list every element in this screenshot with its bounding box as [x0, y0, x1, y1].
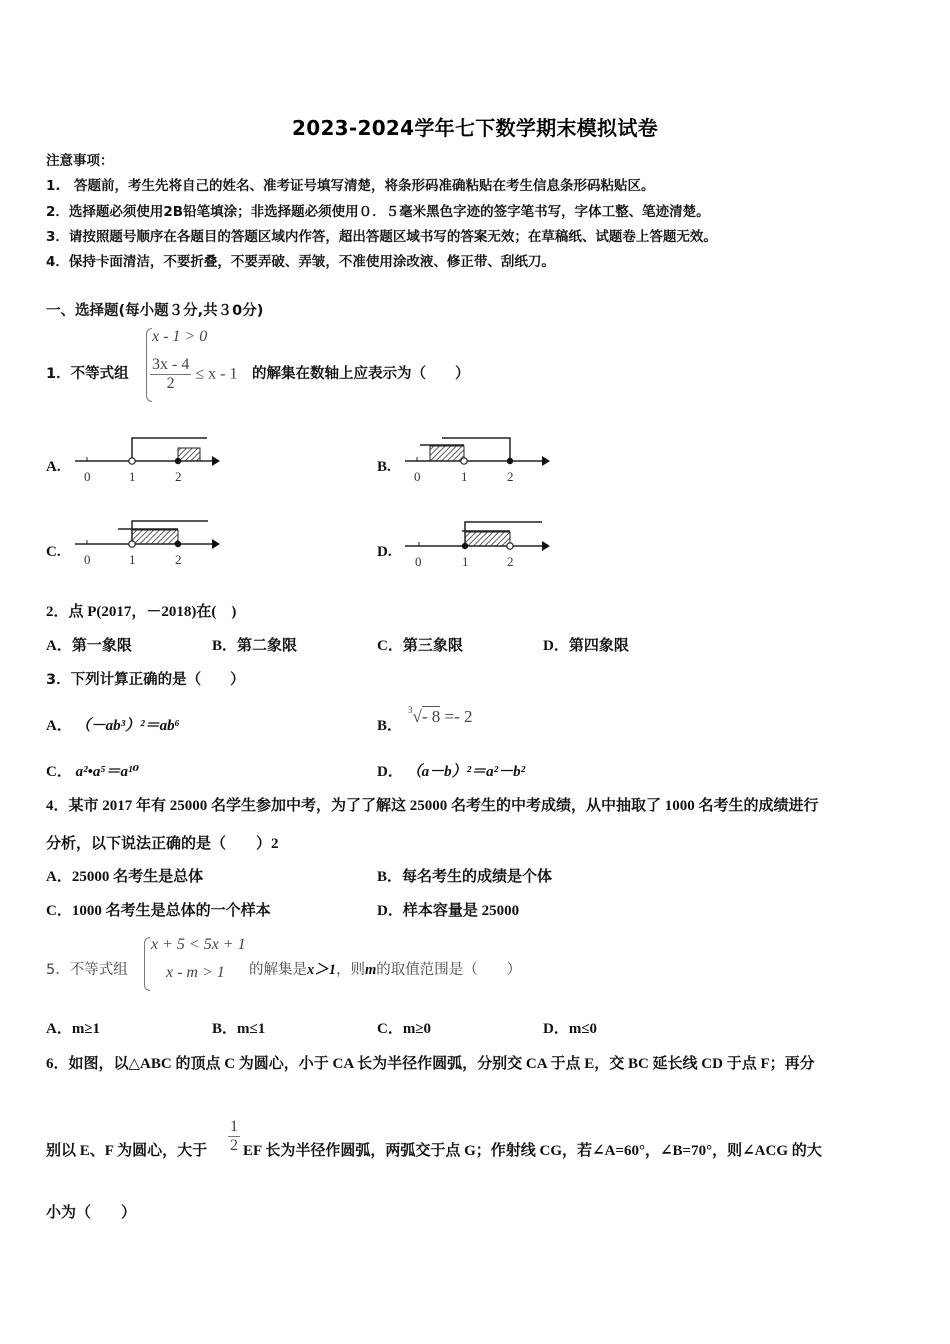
svg-text:0: 0 [84, 469, 91, 484]
q3-stem: 3．下列计算正确的是（ ） [46, 672, 245, 688]
q3-option-d-label: D． [377, 764, 403, 780]
q5-option-a[interactable]: A．m≥1 [46, 1021, 101, 1037]
q4-option-b[interactable]: B．每名考生的成绩是个体 [377, 869, 553, 885]
q1-option-a-label[interactable]: A. [46, 459, 61, 475]
q6-stem-line1: 6．如图，以△ABC 的顶点 C 为圆心，小于 CA 长为半径作圆弧，分别交 CA 于点 E，交 BC 延长线 CD 于点 F；再分 [46, 1056, 815, 1072]
q6-stem-line2a: 别以 E、F 为圆心，大于 [46, 1143, 208, 1159]
q1-option-b-label[interactable]: B. [377, 459, 391, 475]
q6-frac-den: 2 [230, 1137, 238, 1154]
q3-option-a-text: （－ab³）²＝ab⁶ [75, 718, 180, 734]
q5-prefix: 5．不等式组 [46, 962, 128, 978]
radical-icon: √ [412, 707, 422, 726]
q1-prefix: 1．不等式组 [46, 366, 129, 382]
notice-item-3: 3．请按照题号顺序在各题目的答题区域内作答，超出答题区域书写的答案无效；在草稿纸、试题卷上答题无效。 [46, 229, 717, 245]
q3-option-c-text: a²•a⁵＝a¹⁰ [75, 764, 140, 780]
q1-ineq2 [150, 356, 237, 393]
q3-option-d-text: （a－b）²＝a²－b² [406, 764, 526, 780]
q5-ineq2: x - m > 1 [166, 964, 225, 981]
notice-heading: 注意事项： [46, 153, 114, 169]
q1-ineq2-rest: ≤ x - 1 [195, 365, 238, 383]
q6-fraction [228, 1118, 240, 1155]
q3-option-b-rest: =- 2 [444, 707, 473, 726]
notice-item-4: 4．保持卡面清洁，不要折叠，不要弄破、弄皱，不准使用涂改液、修正带、刮纸刀。 [46, 254, 555, 270]
q2-option-b[interactable]: B．第二象限 [212, 638, 298, 654]
q1-option-c-label[interactable]: C. [46, 544, 61, 560]
q4-stem-line2: 分析，以下说法正确的是（ ）2 [46, 836, 279, 852]
q4-option-c[interactable]: C．1000 名考生是总体的一个样本 [46, 903, 271, 919]
q3-option-a-label: A． [46, 718, 72, 734]
q5-option-d[interactable]: D．m≤0 [543, 1021, 598, 1037]
page-title: 2023-2024学年七下数学期末模拟试卷 [292, 116, 658, 140]
q5-suffix-a: 的解集是 [249, 962, 307, 978]
q2-stem: 2．点 P(2017，－2018)在( ) [46, 604, 237, 620]
q1-ineq1-text: x - 1 > 0 [152, 328, 208, 345]
q4-option-a[interactable]: A．25000 名考生是总体 [46, 869, 204, 885]
svg-text:1: 1 [129, 552, 136, 567]
svg-text:0: 0 [84, 552, 91, 567]
notice-item-2: 2．选择题必须使用2B铅笔填涂；非选择题必须使用０．５毫米黑色字迹的签字笔书写，字体工整、笔迹清楚。 [46, 204, 710, 220]
q3-option-b-expr [408, 705, 473, 727]
svg-text:1: 1 [461, 469, 468, 484]
q2-option-a[interactable]: A．第一象限 [46, 638, 132, 654]
notice-item-1: 1. 答题前，考生先将自己的姓名、准考证号填写清楚，将条形码准确粘贴在考生信息条形码粘贴区。 [46, 178, 655, 194]
q3-option-c-label: C． [46, 764, 72, 780]
q2-option-c[interactable]: C．第三象限 [377, 638, 463, 654]
section-heading: 一、选择题(每小题３分,共３0分) [46, 303, 264, 319]
q5-variable-m: m [365, 962, 377, 978]
q5-suffix-c: 的取值范围是（ ） [376, 962, 522, 978]
q1-fraction [150, 356, 191, 393]
q6-stem-line3: 小为（ ） [46, 1205, 137, 1221]
q6-stem-line2b: EF 长为半径作圆弧，两弧交于点 G；作射线 CG，若∠A=60°，∠B=70°，则∠ACG 的大 [243, 1143, 822, 1159]
svg-text:1: 1 [462, 554, 469, 569]
q3-option-b-label: B． [377, 718, 403, 734]
q3-option-b[interactable] [377, 717, 402, 735]
q2-option-d[interactable]: D．第四象限 [543, 638, 629, 654]
q3-option-c[interactable] [46, 763, 139, 781]
cube-root-index: 3 [408, 705, 413, 715]
svg-text:0: 0 [415, 554, 422, 569]
q1-suffix: 的解集在数轴上应表示为（ ） [252, 366, 470, 382]
q5-brace [144, 937, 150, 991]
q5-suffix-b: ，则 [336, 962, 365, 978]
q1-option-a-numberline[interactable] [72, 432, 222, 487]
q3-option-d[interactable] [377, 763, 525, 781]
svg-text:1: 1 [129, 469, 136, 484]
q1-frac-den: 2 [166, 375, 175, 392]
q4-option-d[interactable]: D．样本容量是 25000 [377, 903, 520, 919]
q4-stem-line1: 4．某市 2017 年有 25000 名学生参加中考，为了了解这 25000 名考生的中考成绩，从中抽取了 1000 名考生的成绩进行 [46, 798, 819, 814]
svg-text:2: 2 [175, 552, 182, 567]
q1-ineq1 [152, 328, 207, 346]
q3-option-a[interactable] [46, 717, 180, 735]
q6-frac-num: 1 [230, 1118, 238, 1135]
q1-option-d-label[interactable]: D. [377, 544, 392, 560]
svg-text:2: 2 [175, 469, 182, 484]
radicand: - 8 [421, 707, 441, 726]
q5-suffix [249, 961, 521, 979]
q1-option-b-numberline[interactable] [402, 432, 552, 487]
q5-condition: x＞1 [307, 962, 336, 978]
q5-option-c[interactable]: C．m≥0 [377, 1021, 432, 1037]
q5-ineq1: x + 5 < 5x + 1 [151, 936, 246, 953]
q5-option-b[interactable]: B．m≤1 [212, 1021, 266, 1037]
svg-text:0: 0 [414, 469, 421, 484]
q1-option-c-numberline[interactable] [72, 515, 222, 570]
svg-text:2: 2 [507, 469, 514, 484]
q1-frac-num: 3x - 4 [152, 356, 190, 373]
q1-option-d-numberline[interactable] [402, 515, 552, 570]
svg-text:2: 2 [507, 554, 514, 569]
